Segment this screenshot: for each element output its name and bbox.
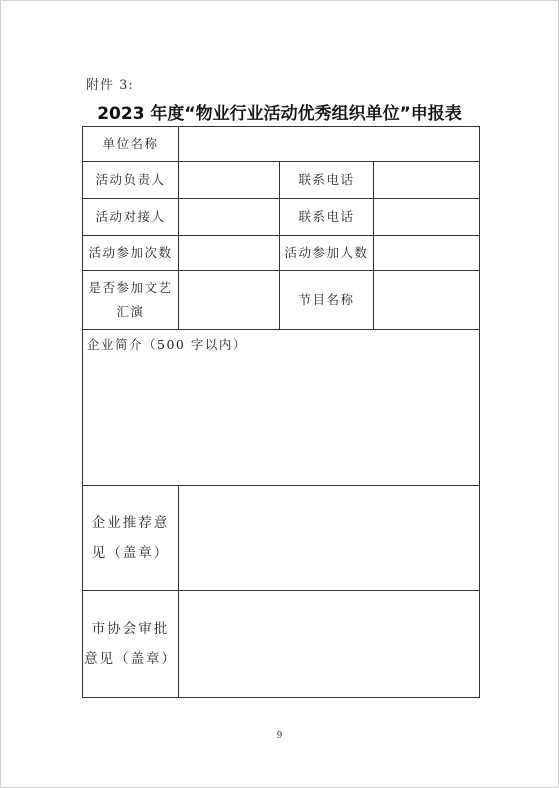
row-association-approval	[83, 591, 480, 698]
row-participation	[83, 236, 480, 271]
form-title: 2023 年度“物业行业活动优秀组织单位”申报表	[97, 104, 462, 124]
contact-phone-label-2: 联系电话	[280, 199, 374, 236]
activity-liaison-field[interactable]	[179, 199, 280, 236]
program-name-field[interactable]	[374, 271, 480, 330]
activity-leader-label: 活动负责人	[83, 162, 179, 199]
activity-liaison-label: 活动对接人	[83, 199, 179, 236]
contact-phone-field-2[interactable]	[374, 199, 480, 236]
participant-number-label: 活动参加人数	[280, 236, 374, 271]
company-recommend-label	[83, 486, 179, 591]
association-approval-line1: 市协会审批	[91, 621, 170, 637]
company-intro-cell[interactable]	[83, 330, 480, 486]
row-unit-name	[83, 127, 480, 162]
contact-phone-label-1: 联系电话	[280, 162, 374, 199]
company-intro-label: 企业简介（500 字以内）	[87, 337, 247, 352]
arts-show-label-line1: 是否参加文艺	[88, 280, 173, 295]
association-approval-field[interactable]	[179, 591, 480, 698]
activity-leader-field[interactable]	[179, 162, 280, 199]
association-approval-line2: 意见（盖章）	[84, 651, 177, 667]
company-recommend-line1: 企业推荐意	[91, 515, 170, 531]
attachment-label: 附件 3:	[86, 78, 134, 93]
application-form-table	[82, 126, 480, 698]
unit-name-field[interactable]	[179, 127, 480, 162]
company-recommend-field[interactable]	[179, 486, 480, 591]
arts-show-field[interactable]	[179, 271, 280, 330]
company-recommend-line2: 见（盖章）	[91, 545, 170, 561]
contact-phone-field-1[interactable]	[374, 162, 480, 199]
row-activity-liaison	[83, 199, 480, 236]
program-name-label: 节目名称	[280, 271, 374, 330]
unit-name-label: 单位名称	[83, 127, 179, 162]
page-number: 9	[276, 731, 283, 741]
participant-number-field[interactable]	[374, 236, 480, 271]
arts-show-label	[83, 271, 179, 330]
row-company-intro	[83, 330, 480, 486]
row-activity-leader	[83, 162, 480, 199]
association-approval-label	[83, 591, 179, 698]
participation-count-field[interactable]	[179, 236, 280, 271]
participation-count-label: 活动参加次数	[83, 236, 179, 271]
arts-show-label-line2: 汇演	[116, 304, 145, 319]
row-company-recommend	[83, 486, 480, 591]
row-arts-show	[83, 271, 480, 330]
